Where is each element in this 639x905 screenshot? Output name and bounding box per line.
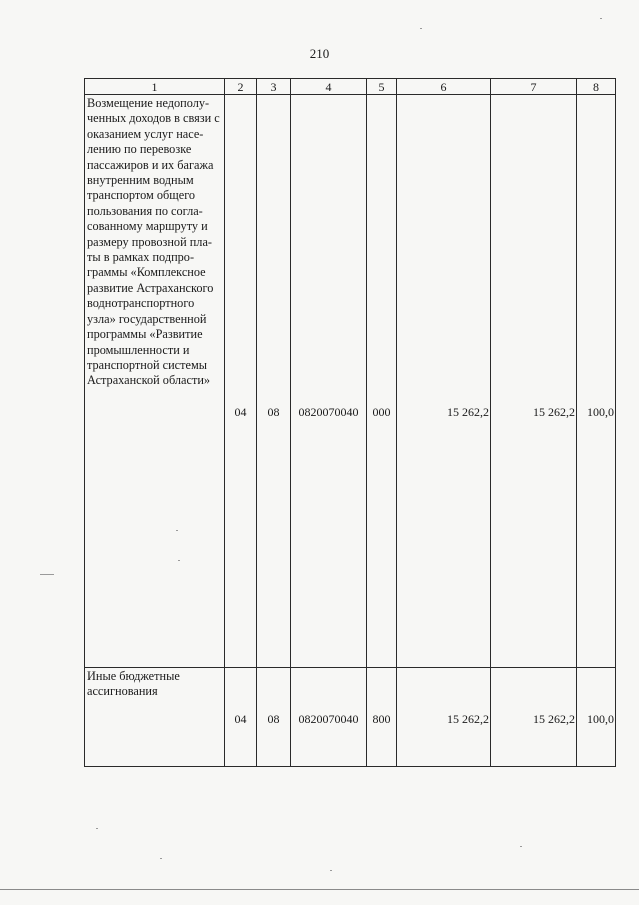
row-name: Возмещение недополу-ченных доходов в связи с оказанием услуг насе-лению по перевозке пассажиров и их багажа внутренним водным транспортом общего пользования по согла-сованному маршруту и размеру провозной пла-ты в рамках подпро-граммы «Комплексное развитие Астраханского воднотранспортного узла» государственной программы «Развитие промышленности и транспортной системы Астраханской области» [85,95,225,668]
column-header: 4 [291,79,367,95]
scan-speck [176,530,178,531]
scan-speck [420,28,422,29]
executed-amount: 15 262,2 [491,668,577,767]
budget-table [84,78,616,767]
scan-speck [40,574,54,575]
subsection-code: 08 [257,95,291,668]
scan-speck [520,846,522,847]
execution-percent: 100,0 [577,668,616,767]
table-row [85,95,616,668]
column-header: 8 [577,79,616,95]
table-header-row [85,79,616,95]
page-number: 210 [309,46,330,61]
column-header: 3 [257,79,291,95]
table-row [85,668,616,767]
column-header: 1 [85,79,225,95]
target-article-code: 0820070040 [291,668,367,767]
expense-type-code: 800 [367,668,397,767]
executed-amount: 15 262,2 [491,95,577,668]
column-header: 2 [225,79,257,95]
planned-amount: 15 262,2 [397,95,491,668]
scan-speck [96,828,98,829]
column-header: 7 [491,79,577,95]
page-bottom-rule [0,889,639,890]
column-header: 6 [397,79,491,95]
execution-percent: 100,0 [577,95,616,668]
column-header: 5 [367,79,397,95]
scan-speck [330,870,332,871]
target-article-code: 0820070040 [291,95,367,668]
row-name: Иные бюджетные ассигнования [85,668,225,767]
planned-amount: 15 262,2 [397,668,491,767]
scan-speck [160,858,162,859]
subsection-code: 08 [257,668,291,767]
expense-type-code: 000 [367,95,397,668]
section-code: 04 [225,668,257,767]
scan-speck [600,18,602,19]
scan-speck [178,560,180,561]
section-code: 04 [225,95,257,668]
